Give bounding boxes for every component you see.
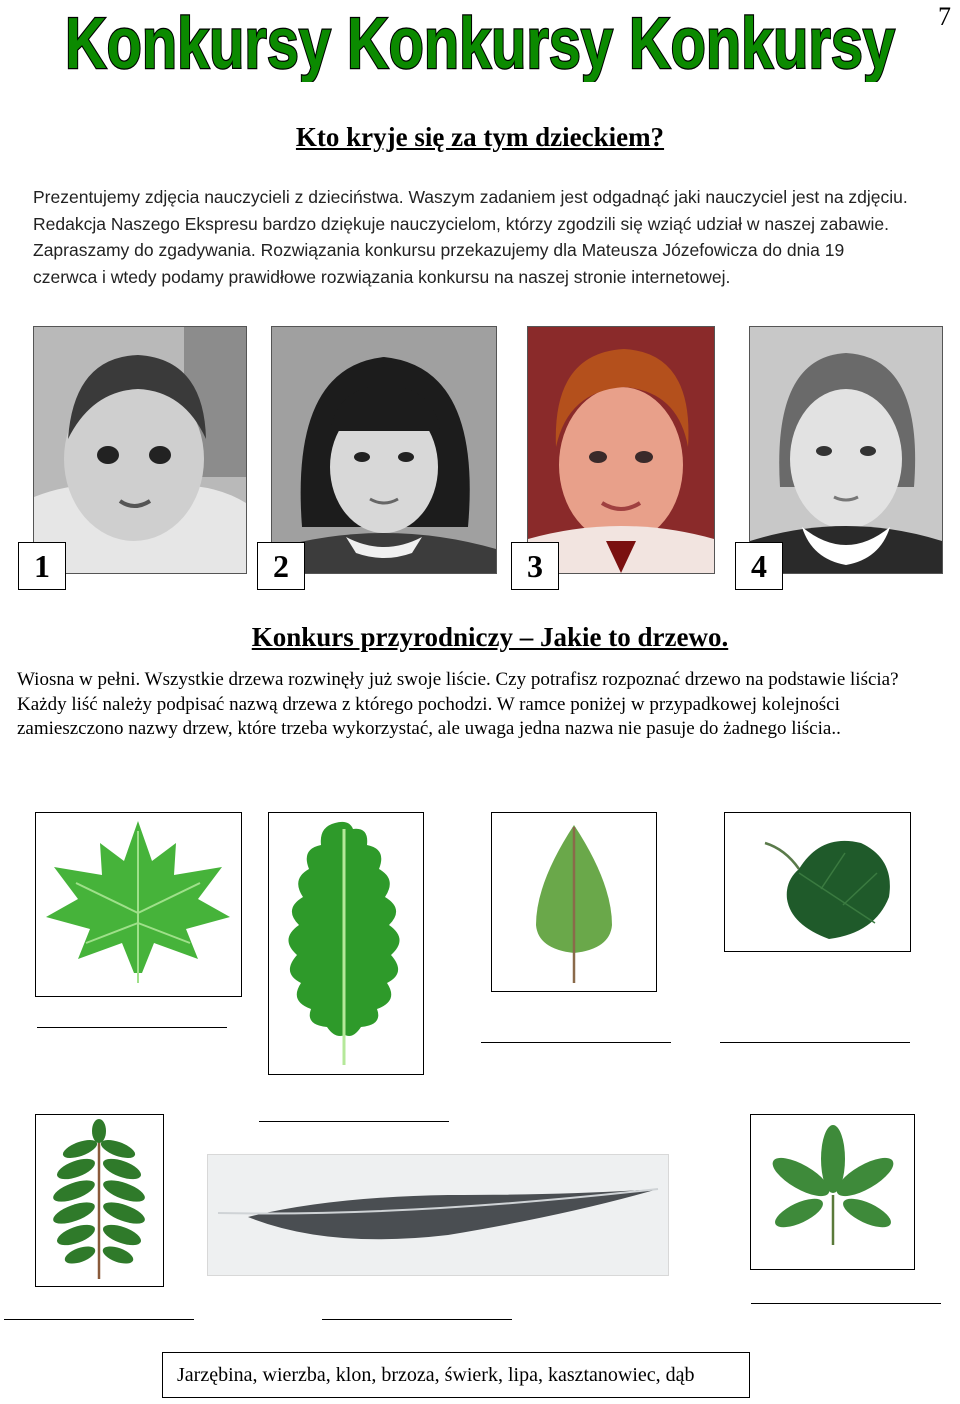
child-photo-4 [749, 326, 943, 574]
answer-line-willow[interactable] [322, 1319, 512, 1320]
answer-line-rowan[interactable] [4, 1319, 194, 1320]
child-photo-2 [271, 326, 497, 574]
leaf-frame-linden [724, 812, 911, 952]
answer-line-oak[interactable] [259, 1121, 449, 1122]
answer-line-maple[interactable] [37, 1027, 227, 1028]
chestnut-leaf-icon [751, 1115, 914, 1269]
leaf-frame-chestnut [750, 1114, 915, 1270]
leaf-frame-maple [35, 812, 242, 997]
contests-banner [60, 6, 900, 82]
leaf-frame-oak [268, 812, 424, 1075]
answer-line-linden[interactable] [720, 1042, 910, 1043]
tree-names-list: Jarzębina, wierzba, klon, brzoza, świerk, lipa, kasztanowiec, dąb [177, 1363, 695, 1386]
contest2-title: Konkurs przyrodniczy – Jakie to drzewo. [251, 622, 729, 652]
leaf-frame-birch [491, 812, 657, 992]
photo-number-4: 4 [735, 542, 783, 590]
photo-number-2: 2 [257, 542, 305, 590]
page-number: 7 [938, 2, 951, 31]
rowan-leaf-icon [36, 1115, 163, 1286]
answer-line-birch[interactable] [481, 1042, 671, 1043]
linden-leaf-icon [725, 813, 910, 951]
willow-leaf-icon [208, 1155, 668, 1275]
contest2-description: Wiosna w pełni. Wszystkie drzewa rozwinęły już swoje liście. Czy potrafisz rozpoznać drzewo na podstawie liścia? Każdy liść należy podpisać nazwą drzewa z którego pochodzi. W ramce poniżej w przypadkowej kolejności zamieszczono nazwy drzew, które trzeba wykorzystać, ale uwaga jedna nazwa nie pasuje do żadnego liścia.. [17, 669, 899, 739]
photo-number-3: 3 [511, 542, 559, 590]
maple-leaf-icon [36, 813, 241, 996]
contest1-title: Kto kryje się za tym dzieckiem? [295, 122, 665, 152]
oak-leaf-icon [269, 813, 423, 1074]
leaf-frame-rowan [35, 1114, 164, 1287]
child-photo-3 [527, 326, 715, 574]
tree-names-box [162, 1352, 750, 1398]
contest1-description: Prezentujemy zdjęcia nauczycieli z dzieciństwa. Waszym zadaniem jest odgadnąć jaki nauczyciel jest na zdjęciu. Redakcja Naszego Ekspresu bardzo dziękuje nauczycielom, którzy zgodzili się wziąć udział w naszej zabawie. Zapraszamy do zgadywania. Rozwiązania konkursu przekazujemy dla Mateusza Józefowicza do dnia 19 czerwca i wtedy podamy prawidłowe rozwiązania konkursu na naszej stronie internetowej. [33, 187, 908, 287]
banner-text: Konkursy Konkursy Konkursy [65, 6, 895, 82]
leaf-frame-willow [207, 1154, 669, 1276]
child-photo-1 [33, 326, 247, 574]
answer-line-chestnut[interactable] [751, 1303, 941, 1304]
photo-number-1: 1 [18, 542, 66, 590]
birch-leaf-icon [492, 813, 656, 991]
